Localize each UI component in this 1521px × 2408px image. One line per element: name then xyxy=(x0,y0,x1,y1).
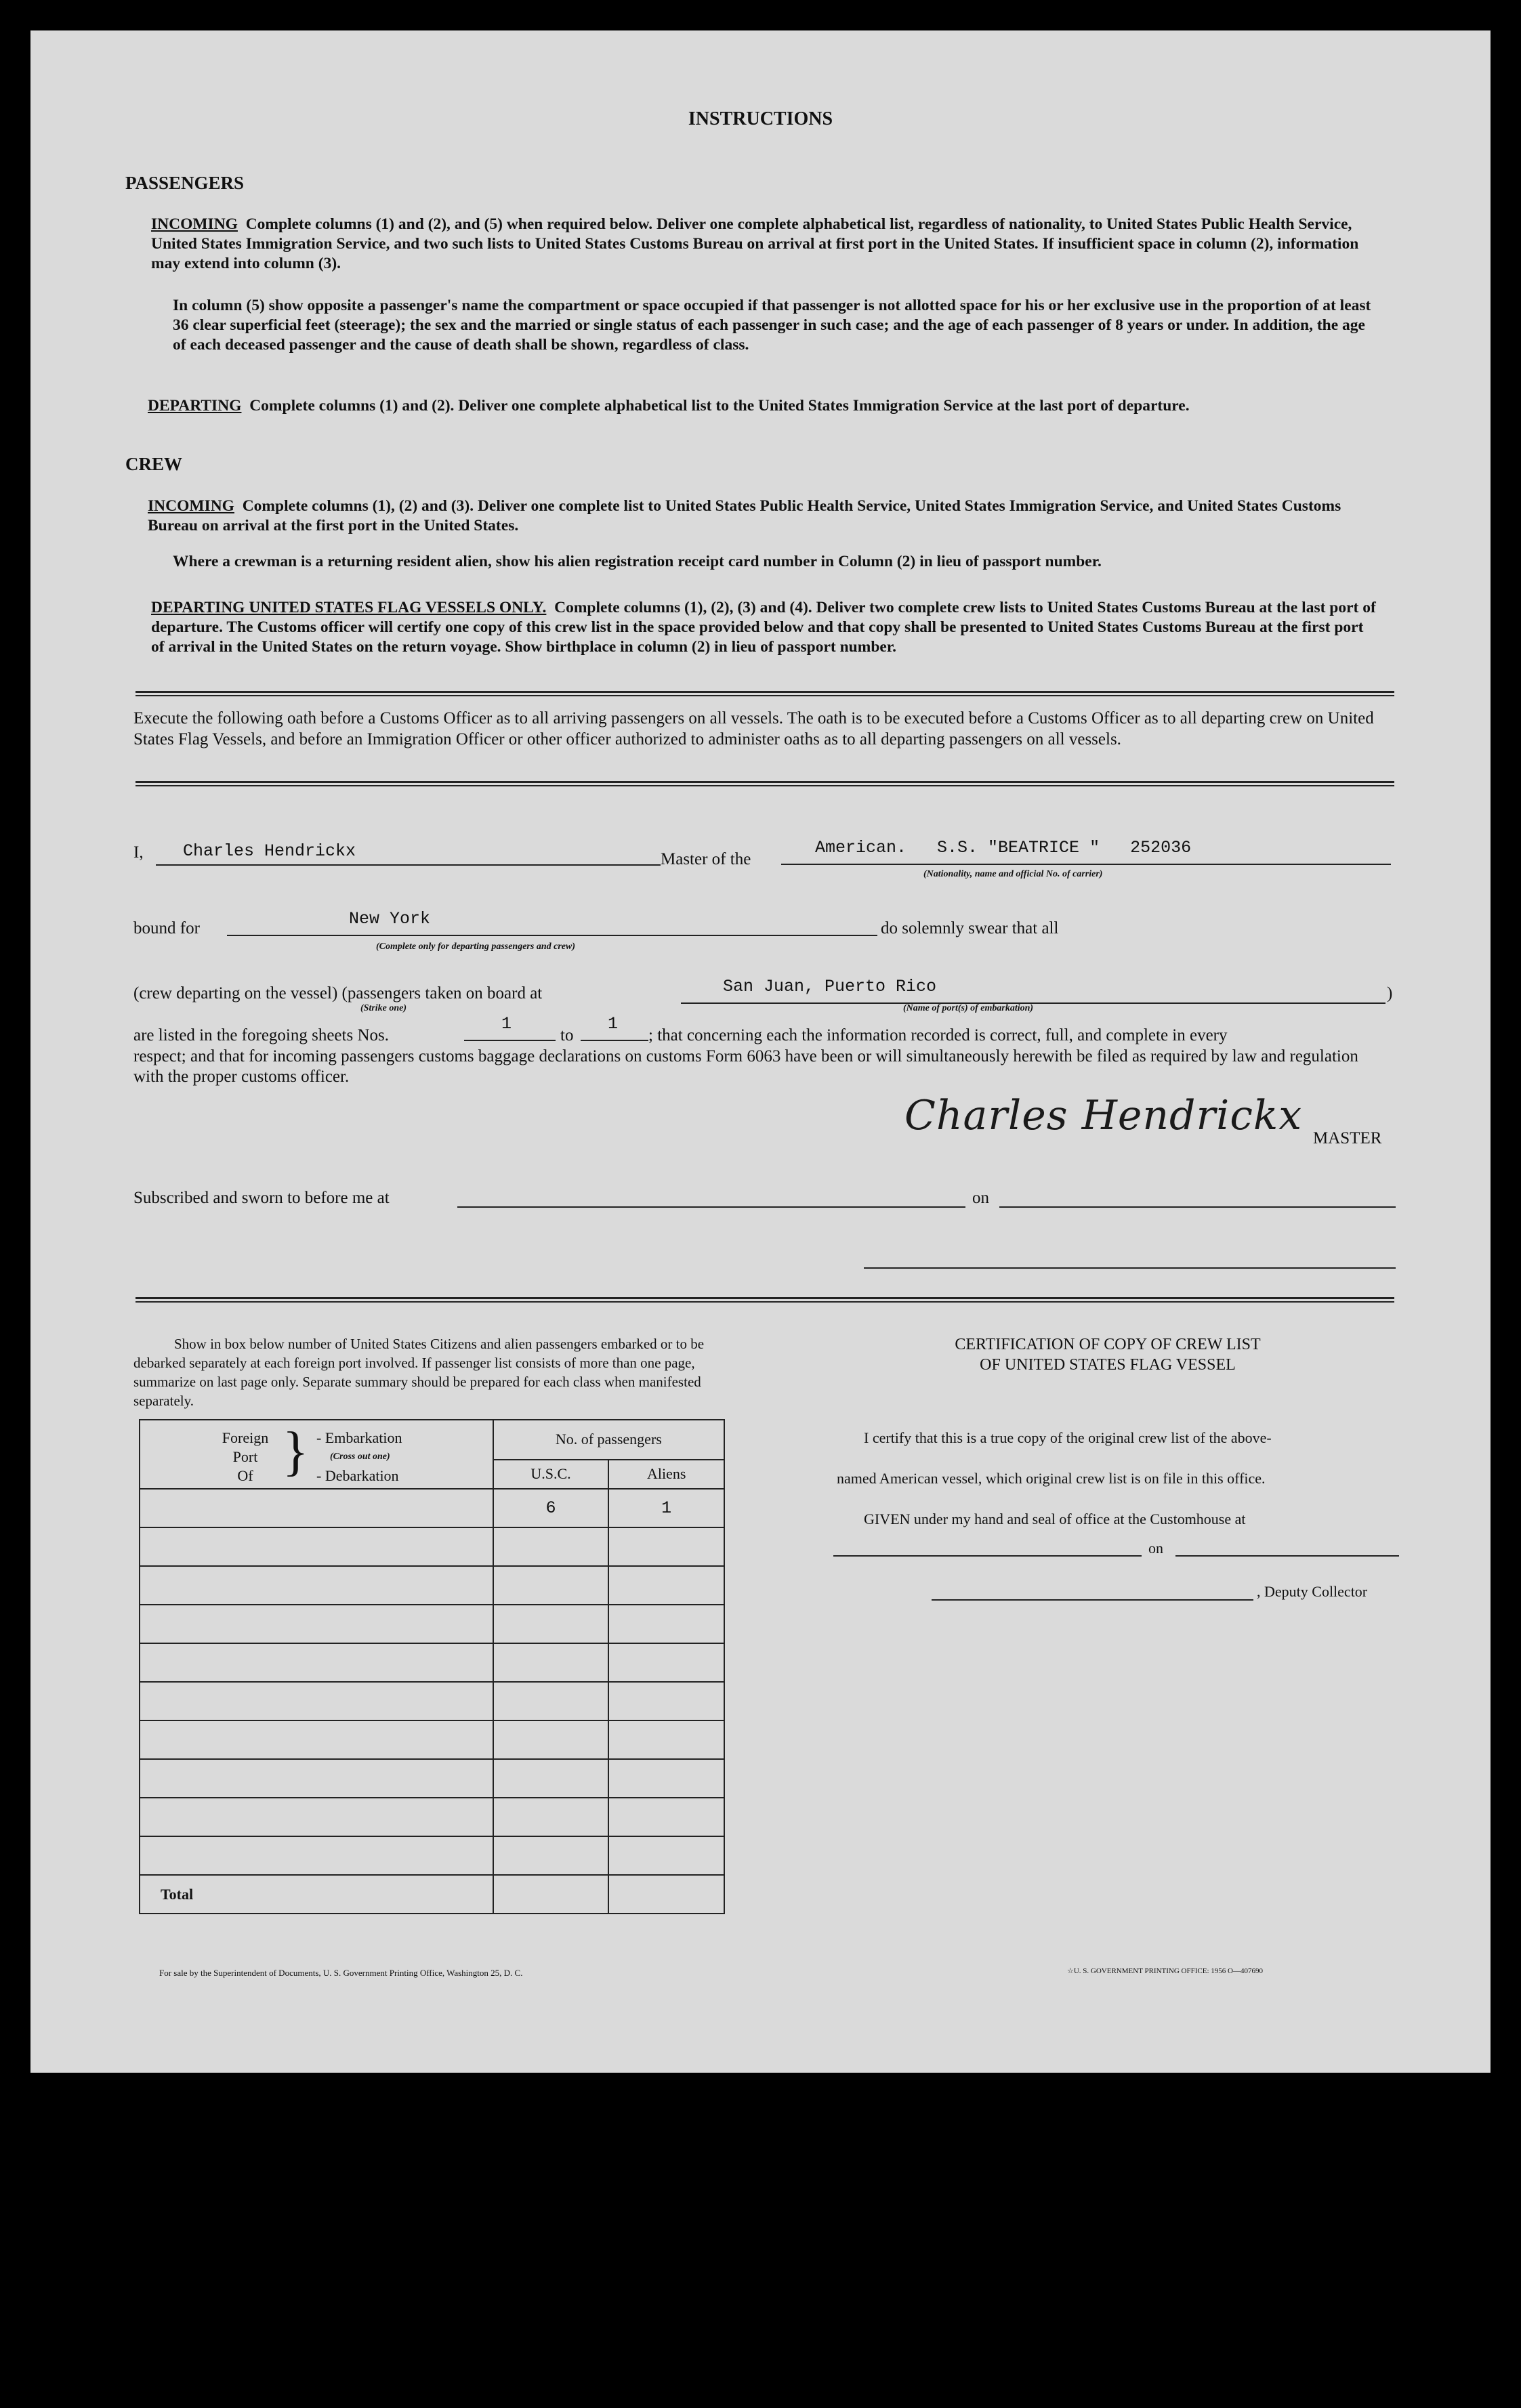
passengers-incoming-text: Complete columns (1) and (2), and (5) when required below. Deliver one complete alphabetical list, regardless of nationality, to United States Public Health Service, United States Immigration Service, and two such lists to United States Customs Bureau on arrival at first port in the United States. If insufficient space in column (2), information may extend into column (3). xyxy=(151,215,1359,272)
usc-cell[interactable] xyxy=(493,1605,609,1643)
table-row xyxy=(140,1527,724,1566)
port-label: Port xyxy=(232,1448,258,1465)
table-row xyxy=(140,1720,724,1759)
cross-out-caption: (Cross out one) xyxy=(330,1452,390,1462)
footer-right: ☆U. S. GOVERNMENT PRINTING OFFICE: 1956 O—407690 xyxy=(1067,1967,1263,1975)
page-title: INSTRUCTIONS xyxy=(688,108,833,129)
foreign-port-header xyxy=(140,1420,493,1489)
destination-field[interactable] xyxy=(227,909,877,936)
crew-departing-text: Complete columns (1), (2), (3) and (4). Deliver two complete crew lists to United States Customs Bureau at the last port of departure. The Customs officer will certify one copy of this crew list in the space provided below and that copy shall be presented to United States Customs Bureau at the first port of arrival in the United States on the return voyage. Show birthplace in column (2) in lieu of passport number. xyxy=(151,599,1376,656)
signature-field[interactable] xyxy=(891,1092,1358,1139)
section-divider xyxy=(136,691,1394,696)
subscribed-label: Subscribed and sworn to before me at xyxy=(133,1189,390,1207)
master-of-label: Master of the xyxy=(661,850,751,868)
port-value: San Juan, Puerto Rico xyxy=(723,977,937,996)
strike-one-caption: (Strike one) xyxy=(360,1003,407,1013)
port-cell[interactable] xyxy=(140,1527,493,1566)
table-row xyxy=(140,1798,724,1836)
aliens-cell[interactable] xyxy=(608,1798,724,1836)
summary-divider xyxy=(136,1297,1394,1303)
sworn-on-field[interactable] xyxy=(999,1189,1396,1208)
total-row xyxy=(140,1875,724,1914)
passengers-departing-text: Complete columns (1) and (2). Deliver one complete alphabetical list to the United States Immigration Service at the last port of departure. xyxy=(249,397,1190,415)
i-label: I, xyxy=(133,843,144,862)
port-cell[interactable] xyxy=(140,1605,493,1643)
certification-date-field[interactable] xyxy=(1175,1538,1399,1557)
table-row xyxy=(140,1566,724,1605)
port-cell[interactable] xyxy=(140,1682,493,1720)
summary-instructions: Show in box below number of United States Citizens and alien passengers embarked or to be debarked separately at each foreign port involved. If passenger list consists of more than one page, summarize on last page only. Separate summary should be prepared for each class when manifested separately. xyxy=(133,1336,705,1409)
total-usc-cell[interactable] xyxy=(493,1875,609,1914)
crew-incoming-text: Complete columns (1), (2) and (3). Deliver one complete list to United States Public Health Service, United States Immigration Service, and United States Customs Bureau on arrival at the first port in the United States. xyxy=(148,497,1341,534)
crew-heading: CREW xyxy=(125,454,183,474)
swear-label: do solemnly swear that all xyxy=(881,919,1059,937)
foreign-label: Foreign xyxy=(222,1429,269,1446)
sworn-on-label: on xyxy=(972,1189,989,1207)
aliens-cell[interactable]: 1 xyxy=(608,1489,724,1527)
crew-resident-text: Where a crewman is a returning resident alien, show his alien registration receipt card number in Column (2) in lieu of passport number. xyxy=(173,553,1102,570)
sheets-label: are listed in the foregoing sheets Nos. xyxy=(133,1026,389,1044)
aliens-cell[interactable] xyxy=(608,1643,724,1682)
certification-on-label: on xyxy=(1148,1540,1163,1557)
usc-cell[interactable]: 6 xyxy=(493,1489,609,1527)
certification-heading-line-1: CERTIFICATION OF COPY OF CREW LIST xyxy=(955,1336,1261,1353)
usc-cell[interactable] xyxy=(493,1527,609,1566)
document-page xyxy=(30,30,1491,2073)
sheet-to-value: 1 xyxy=(608,1014,619,1034)
aliens-header: Aliens xyxy=(608,1460,724,1489)
usc-cell[interactable] xyxy=(493,1566,609,1605)
passengers-heading: PASSENGERS xyxy=(125,173,245,193)
usc-header: U.S.C. xyxy=(493,1460,609,1489)
usc-cell[interactable] xyxy=(493,1798,609,1836)
crew-passengers-label: (crew departing on the vessel) (passengers taken on board at xyxy=(133,984,543,1002)
certification-line-3: GIVEN under my hand and seal of office at the Customhouse at xyxy=(864,1511,1246,1527)
bound-for-label: bound for xyxy=(133,919,200,937)
vessel-field[interactable] xyxy=(781,838,1391,865)
aliens-cell[interactable] xyxy=(608,1720,724,1759)
certification-line-1: I certify that this is a true copy of the original crew list of the above- xyxy=(864,1429,1272,1446)
sheets-rest-text: ; that concerning each the information recorded is correct, full, and complete in every xyxy=(648,1026,1228,1044)
close-paren: ) xyxy=(1387,984,1393,1002)
port-cell[interactable] xyxy=(140,1836,493,1875)
sheet-from-field[interactable] xyxy=(464,1014,556,1041)
passengers-column5-text: In column (5) show opposite a passenger's name the compartment or space occupied if that passenger is not allotted space for his or her exclusive use in the proportion of at least 36 clear superficial feet (steerage); the sex and the married or single status of each passenger in such case; and the age of each passenger of 8 years or under. In addition, the age of each deceased passenger and the cause of death shall be shown, regardless of class. xyxy=(173,297,1371,354)
aliens-cell[interactable] xyxy=(608,1682,724,1720)
port-cell[interactable] xyxy=(140,1566,493,1605)
port-cell[interactable] xyxy=(140,1720,493,1759)
usc-cell[interactable] xyxy=(493,1759,609,1798)
usc-cell[interactable] xyxy=(493,1682,609,1720)
passengers-departing-label: DEPARTING xyxy=(148,397,242,415)
port-cell[interactable] xyxy=(140,1489,493,1527)
port-cell[interactable] xyxy=(140,1643,493,1682)
deputy-collector-label: , Deputy Collector xyxy=(1257,1583,1368,1600)
certification-heading-line-2: OF UNITED STATES FLAG VESSEL xyxy=(980,1356,1236,1374)
deputy-signature-field[interactable] xyxy=(932,1582,1253,1601)
passengers-column5-paragraph xyxy=(173,296,1377,355)
respect-text: respect; and that for incoming passengers customs baggage declarations on customs Form 6063 have been or will simultaneously herewith be filed as required by law and regulation with the proper customs officer. xyxy=(133,1047,1358,1086)
of-label: Of xyxy=(237,1467,253,1484)
port-cell[interactable] xyxy=(140,1798,493,1836)
vessel-value: American. S.S. "BEATRICE " 252036 xyxy=(815,838,1192,858)
total-aliens-cell[interactable] xyxy=(608,1875,724,1914)
port-field[interactable] xyxy=(681,977,1385,1004)
certification-heading xyxy=(830,1334,1385,1375)
footer-left: For sale by the Superintendent of Documents, U. S. Government Printing Office, Washington 25, D. C. xyxy=(159,1968,523,1978)
usc-cell[interactable] xyxy=(493,1720,609,1759)
oath-divider xyxy=(136,781,1394,786)
sworn-at-field[interactable] xyxy=(457,1189,965,1208)
crew-departing-label: DEPARTING UNITED STATES FLAG VESSELS ONLY. xyxy=(151,599,547,616)
vessel-caption: (Nationality, name and official No. of carrier) xyxy=(923,869,1103,879)
oath-intro: Execute the following oath before a Customs Officer as to all arriving passengers on all vessels. The oath is to be executed before a Customs Officer as to all departing crew on United States Flag Vessels, and before an Immigration Officer or other officer authorized to administer oaths as to all departing passengers on all vessels. xyxy=(133,709,1374,748)
usc-cell[interactable] xyxy=(493,1836,609,1875)
passengers-incoming-paragraph xyxy=(151,215,1377,274)
table-row xyxy=(140,1682,724,1720)
brace-icon: } xyxy=(283,1422,309,1481)
aliens-cell[interactable] xyxy=(608,1836,724,1875)
aliens-cell[interactable] xyxy=(608,1605,724,1643)
passengers-departing-paragraph xyxy=(148,396,1377,416)
passenger-summary-table xyxy=(139,1419,725,1914)
master-signature: Charles Hendrickx xyxy=(904,1092,1303,1139)
sheet-to-field[interactable] xyxy=(581,1014,648,1041)
master-label: MASTER xyxy=(1313,1129,1382,1147)
officer-signature-field[interactable] xyxy=(864,1250,1396,1269)
embarkation-option[interactable]: - Embarkation xyxy=(316,1429,402,1446)
master-name-value: Charles Hendrickx xyxy=(183,841,356,861)
port-cell[interactable] xyxy=(140,1759,493,1798)
certification-body xyxy=(837,1418,1402,1540)
table-row xyxy=(140,1759,724,1798)
no-passengers-header: No. of passengers xyxy=(493,1420,724,1460)
destination-value: New York xyxy=(349,909,431,929)
table-row xyxy=(140,1643,724,1682)
passengers-incoming-label: INCOMING xyxy=(151,215,238,233)
destination-caption: (Complete only for departing passengers and crew) xyxy=(376,942,575,952)
to-label: to xyxy=(560,1026,574,1044)
aliens-cell[interactable] xyxy=(608,1527,724,1566)
aliens-cell[interactable] xyxy=(608,1566,724,1605)
customhouse-field[interactable] xyxy=(833,1538,1142,1557)
port-caption: (Name of port(s) of embarkation) xyxy=(903,1003,1034,1013)
aliens-cell[interactable] xyxy=(608,1759,724,1798)
debarkation-option[interactable]: - Debarkation xyxy=(316,1467,399,1484)
crew-incoming-paragraph xyxy=(148,497,1377,536)
table-row xyxy=(140,1489,724,1527)
total-label: Total xyxy=(140,1875,493,1914)
sheet-from-value: 1 xyxy=(501,1014,512,1034)
table-row xyxy=(140,1605,724,1643)
usc-cell[interactable] xyxy=(493,1643,609,1682)
crew-incoming-label: INCOMING xyxy=(148,497,234,515)
crew-resident-paragraph xyxy=(173,552,1377,572)
crew-departing-paragraph xyxy=(151,598,1377,657)
master-name-field[interactable] xyxy=(156,841,661,866)
table-row xyxy=(140,1836,724,1875)
certification-line-2: named American vessel, which original crew list is on file in this office. xyxy=(837,1470,1266,1487)
